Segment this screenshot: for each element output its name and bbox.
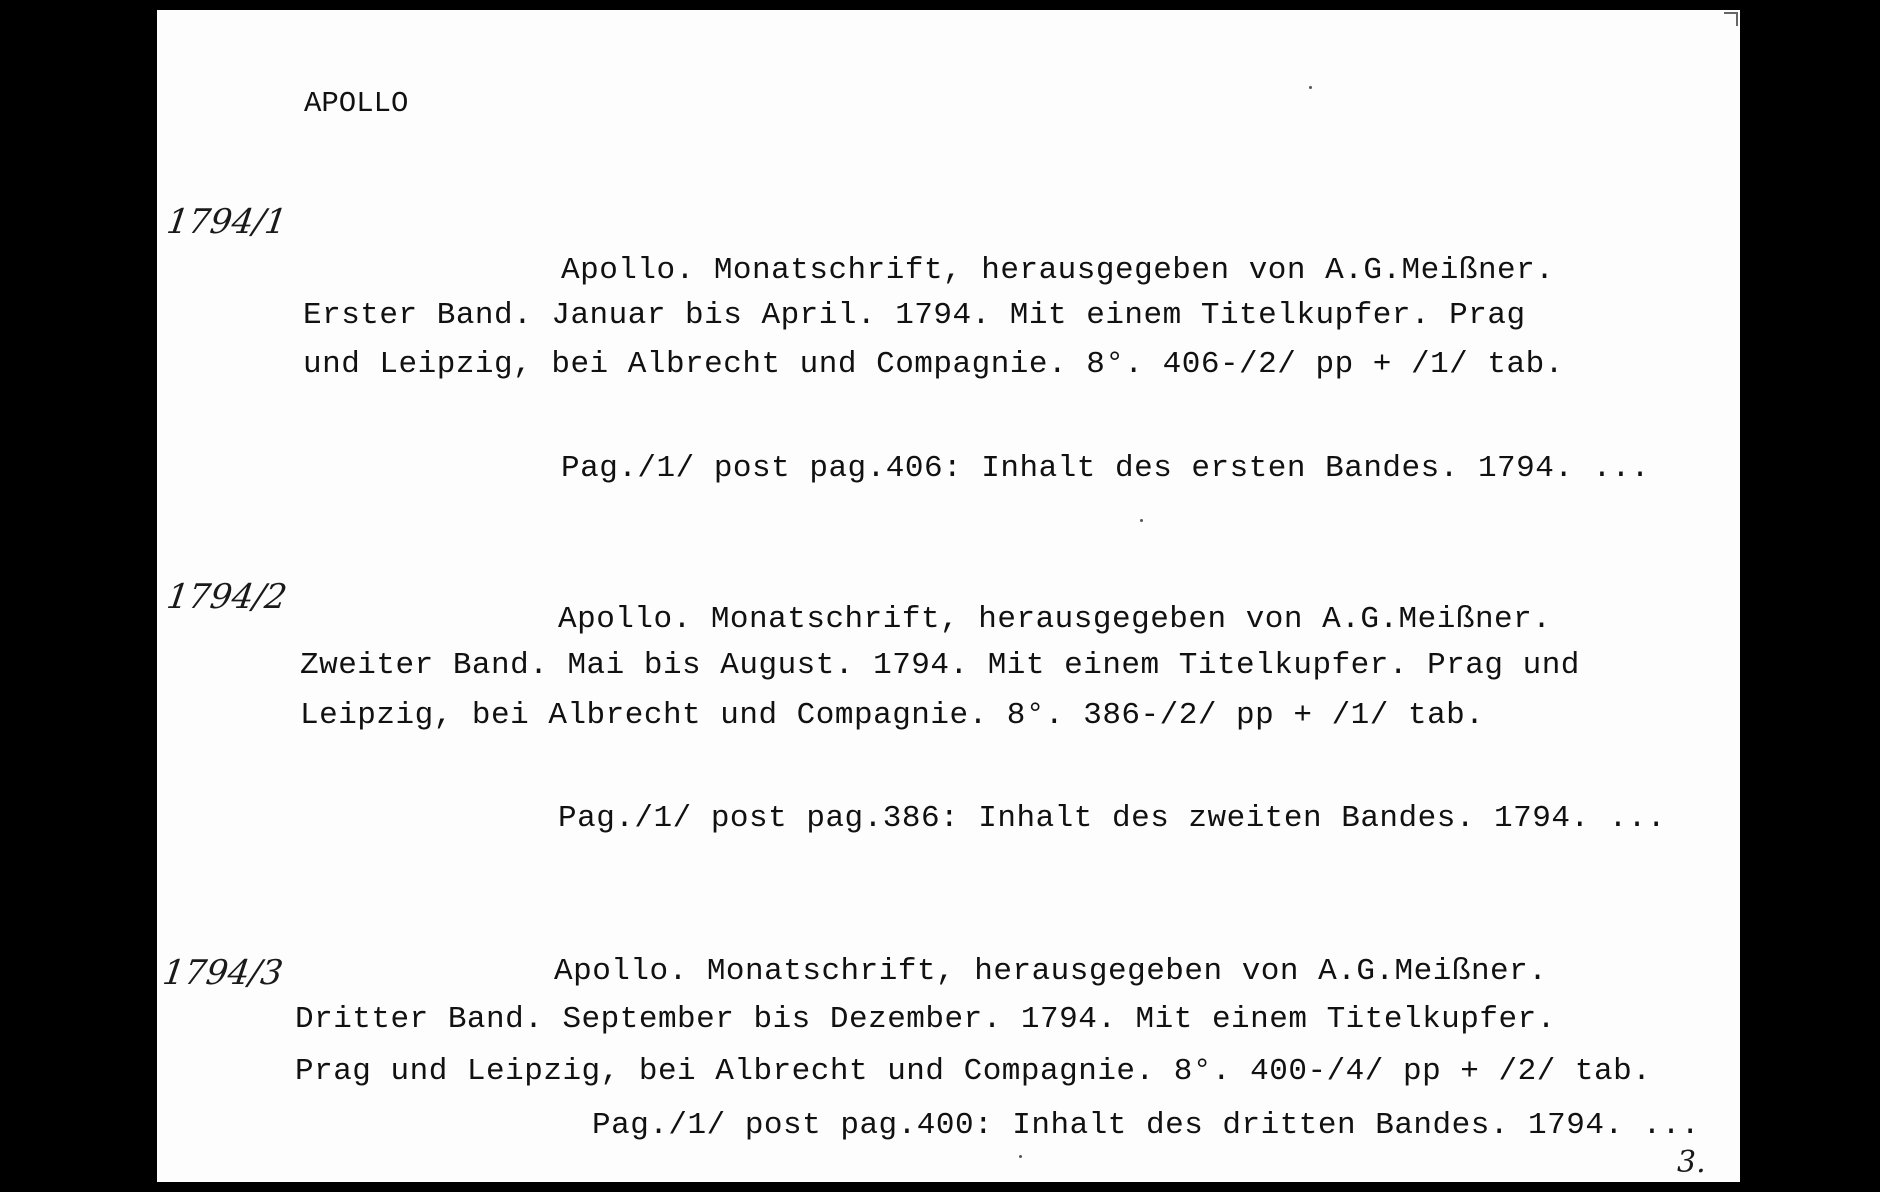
- entry-1-line-1: Apollo. Monatschrift, herausgegeben von A.G.Meißner.: [561, 253, 1555, 288]
- call-number-2: 1794/2: [164, 577, 290, 617]
- scan-speck: [1019, 1155, 1022, 1158]
- entry-2-note: Pag./1/ post pag.386: Inhalt des zweiten Bandes. 1794. ...: [558, 801, 1666, 836]
- call-number-1: 1794/1: [164, 202, 290, 242]
- entry-1-line-2: Erster Band. Januar bis April. 1794. Mit einem Titelkupfer. Prag: [303, 298, 1526, 333]
- entry-1-line-3: und Leipzig, bei Albrecht und Compagnie. 8°. 406-/2/ pp + /1/ tab.: [303, 347, 1564, 382]
- entry-1-note: Pag./1/ post pag.406: Inhalt des ersten Bandes. 1794. ...: [561, 451, 1650, 486]
- entry-3-note: Pag./1/ post pag.400: Inhalt des dritten Bandes. 1794. ...: [592, 1108, 1700, 1143]
- entry-2-line-1: Apollo. Monatschrift, herausgegeben von A.G.Meißner.: [558, 602, 1552, 637]
- call-number-3: 1794/3: [160, 953, 286, 993]
- entry-3-line-2: Dritter Band. September bis Dezember. 1794. Mit einem Titelkupfer.: [295, 1002, 1556, 1037]
- catalog-card: [157, 10, 1740, 1182]
- entry-3-line-3: Prag und Leipzig, bei Albrecht und Compagnie. 8°. 400-/4/ pp + /2/ tab.: [295, 1054, 1652, 1089]
- entry-2-line-3: Leipzig, bei Albrecht und Compagnie. 8°. 386-/2/ pp + /1/ tab.: [300, 698, 1485, 733]
- scan-speck: [1140, 519, 1143, 522]
- entry-2-line-2: Zweiter Band. Mai bis August. 1794. Mit einem Titelkupfer. Prag und: [300, 648, 1580, 683]
- page-number: 3.: [1677, 1145, 1706, 1180]
- entry-3-line-1: Apollo. Monatschrift, herausgegeben von A.G.Meißner.: [554, 954, 1548, 989]
- corner-mark: [1724, 12, 1738, 26]
- card-heading: APOLLO: [304, 87, 409, 120]
- scan-speck: [1309, 86, 1312, 89]
